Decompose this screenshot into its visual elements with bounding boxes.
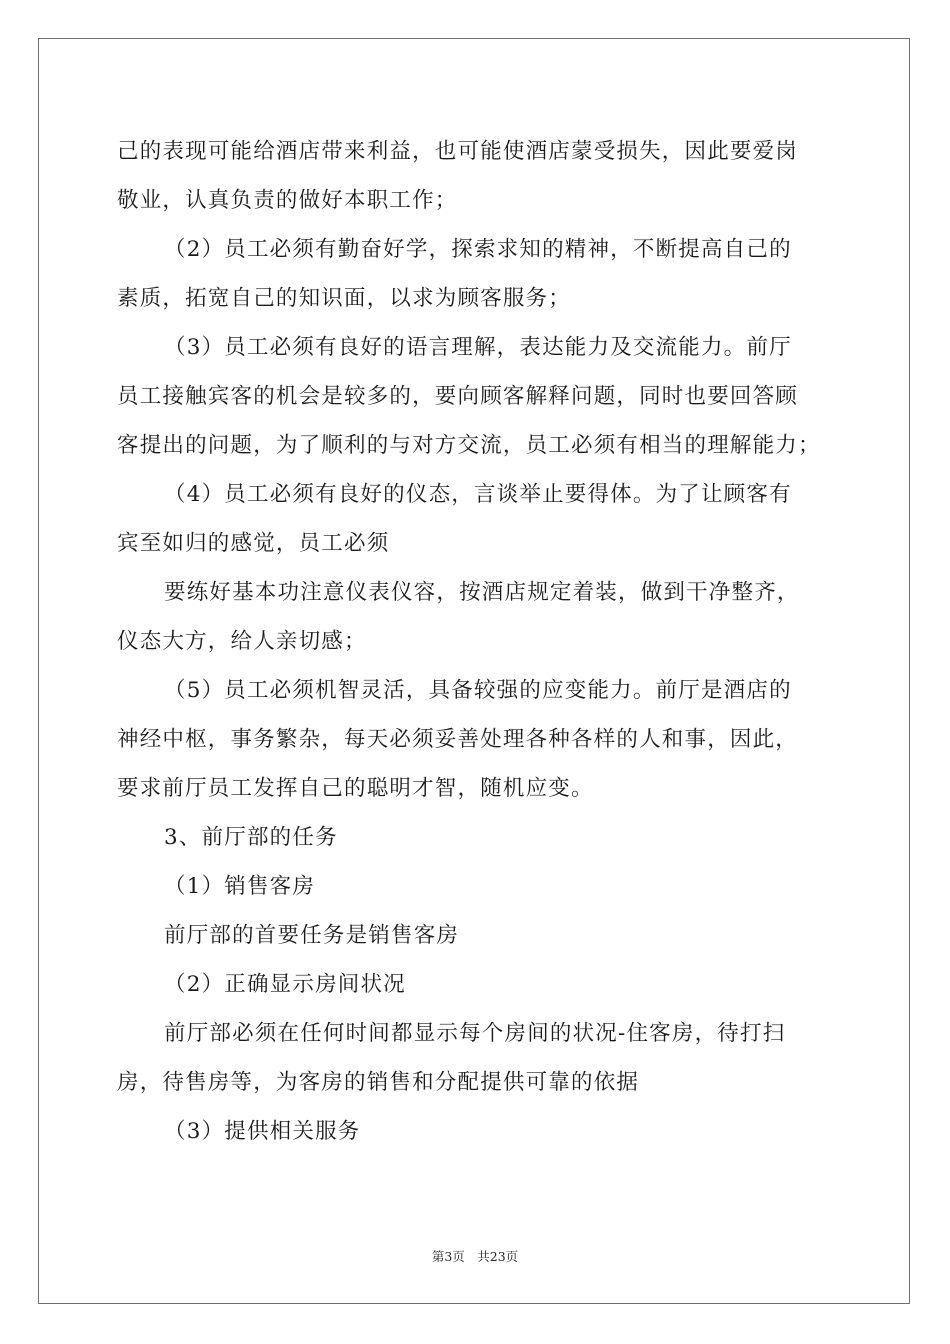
text-line: （5）员工必须机智灵活，具备较强的应变能力。前厅是酒店的 <box>164 678 792 703</box>
text-line: 要求前厅员工发挥自己的聪明才智，随机应变。 <box>117 776 594 801</box>
text-line: 前厅部的首要任务是销售客房 <box>164 923 460 948</box>
text-line: （3）员工必须有良好的语言理解，表达能力及交流能力。前厅 <box>164 335 792 360</box>
text-line: 仪态大方，给人亲切感； <box>117 629 367 654</box>
text-line: 敬业，认真负责的做好本职工作； <box>117 188 458 213</box>
subsection-heading: （3）提供相关服务 <box>164 1119 361 1144</box>
text-line: （4）员工必须有良好的仪态，言谈举止要得体。为了让顾客有 <box>164 482 792 507</box>
text-line: （2）员工必须有勤奋好学，探索求知的精神，不断提高自己的 <box>164 237 792 262</box>
text-line: 素质，拓宽自己的知识面，以求为顾客服务； <box>117 286 572 311</box>
text-line: 员工接触宾客的机会是较多的，要向顾客解释问题，同时也要回答顾 <box>117 384 799 409</box>
subsection-heading: （1）销售客房 <box>164 874 316 899</box>
text-line: 客提出的问题，为了顺利的与对方交流，员工必须有相当的理解能力； <box>117 433 821 458</box>
text-line: 宾至如归的感觉，员工必须 <box>117 531 390 556</box>
text-line: 房，待售房等，为客房的销售和分配提供可靠的依据 <box>117 1070 640 1095</box>
text-line: 己的表现可能给酒店带来利益，也可能使酒店蒙受损失，因此要爱岗 <box>117 139 799 164</box>
document-body <box>117 127 839 1156</box>
text-line: 前厅部必须在任何时间都显示每个房间的状况-住客房，待打扫 <box>164 1021 786 1046</box>
text-line: 神经中枢，事务繁杂，每天必须妥善处理各种各样的人和事，因此， <box>117 727 799 752</box>
text-line: 要练好基本功注意仪表仪容，按酒店规定着装，做到干净整齐， <box>164 580 800 605</box>
page-number-footer: 第3页 共23页 <box>431 1249 519 1264</box>
subsection-heading: （2）正确显示房间状况 <box>164 972 406 997</box>
section-heading: 3、前厅部的任务 <box>164 825 338 850</box>
